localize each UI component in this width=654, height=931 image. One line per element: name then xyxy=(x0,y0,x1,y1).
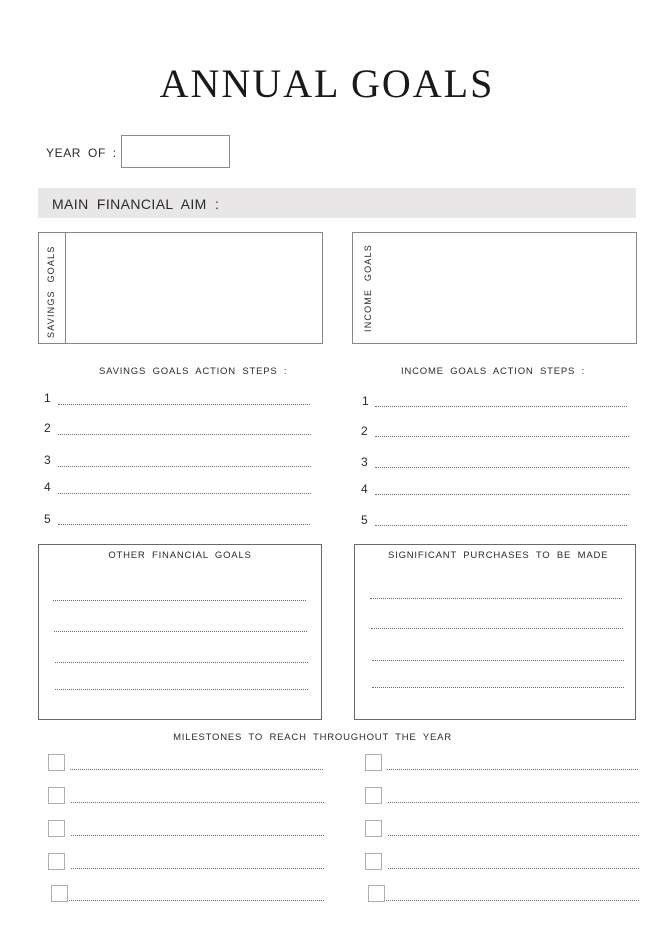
milestone-checkbox[interactable] xyxy=(365,853,382,870)
income-step-line[interactable] xyxy=(375,436,629,437)
milestone-checkbox[interactable] xyxy=(51,885,68,902)
milestone-checkbox[interactable] xyxy=(365,820,382,837)
purchase-line[interactable] xyxy=(372,660,624,661)
milestone-line[interactable] xyxy=(71,802,324,803)
milestone-line[interactable] xyxy=(70,769,323,770)
income-goals-box[interactable] xyxy=(352,232,637,344)
milestone-line[interactable] xyxy=(388,802,639,803)
other-goal-line[interactable] xyxy=(54,631,307,632)
significant-purchases-heading: SIGNIFICANT PURCHASES TO BE MADE xyxy=(388,550,609,561)
savings-goals-divider xyxy=(65,232,66,344)
savings-step-line[interactable] xyxy=(58,493,311,494)
milestone-checkbox[interactable] xyxy=(48,853,65,870)
income-step-line[interactable] xyxy=(375,525,627,526)
income-step-number: 1 xyxy=(362,394,369,408)
year-input-box[interactable] xyxy=(121,135,230,168)
savings-step-line[interactable] xyxy=(58,434,311,435)
significant-purchases-panel xyxy=(354,544,636,720)
savings-step-line[interactable] xyxy=(58,404,310,405)
purchase-line[interactable] xyxy=(372,687,624,688)
savings-steps-heading: SAVINGS GOALS ACTION STEPS : xyxy=(99,366,288,377)
milestone-line[interactable] xyxy=(387,769,638,770)
milestone-line[interactable] xyxy=(386,900,639,901)
milestone-line[interactable] xyxy=(69,900,324,901)
income-steps-heading: INCOME GOALS ACTION STEPS : xyxy=(401,366,586,377)
milestone-checkbox[interactable] xyxy=(48,820,65,837)
milestone-line[interactable] xyxy=(71,868,324,869)
savings-step-number: 3 xyxy=(44,453,51,467)
milestone-checkbox[interactable] xyxy=(48,787,65,804)
other-goal-line[interactable] xyxy=(55,662,308,663)
milestone-checkbox[interactable] xyxy=(48,754,65,771)
income-step-number: 2 xyxy=(361,424,368,438)
savings-step-line[interactable] xyxy=(58,524,310,525)
income-step-line[interactable] xyxy=(375,406,627,407)
savings-step-number: 2 xyxy=(44,421,51,435)
savings-goals-box[interactable] xyxy=(38,232,323,344)
other-financial-goals-heading: OTHER FINANCIAL GOALS xyxy=(108,550,252,561)
milestone-checkbox[interactable] xyxy=(368,885,385,902)
milestones-heading: MILESTONES TO REACH THROUGHOUT THE YEAR xyxy=(173,732,452,743)
milestone-line[interactable] xyxy=(388,868,639,869)
income-step-line[interactable] xyxy=(375,494,629,495)
other-goal-line[interactable] xyxy=(55,689,308,690)
income-step-number: 3 xyxy=(361,455,368,469)
income-goals-label: INCOME GOALS xyxy=(363,244,373,332)
page-title: ANNUAL GOALS xyxy=(159,61,495,106)
savings-step-line[interactable] xyxy=(58,466,311,467)
milestone-line[interactable] xyxy=(388,835,639,836)
milestone-line[interactable] xyxy=(71,835,324,836)
savings-step-number: 4 xyxy=(44,480,51,494)
main-aim-label: MAIN FINANCIAL AIM : xyxy=(52,196,220,212)
savings-goals-label: SAVINGS GOALS xyxy=(46,245,56,338)
income-step-line[interactable] xyxy=(375,467,629,468)
milestone-checkbox[interactable] xyxy=(365,754,382,771)
savings-step-number: 5 xyxy=(44,512,51,526)
other-goal-line[interactable] xyxy=(53,600,306,601)
income-step-number: 4 xyxy=(361,482,368,496)
savings-step-number: 1 xyxy=(44,391,51,405)
income-step-number: 5 xyxy=(361,513,368,527)
other-financial-goals-panel xyxy=(38,544,322,720)
milestone-checkbox[interactable] xyxy=(365,787,382,804)
year-label: YEAR OF : xyxy=(46,146,117,160)
purchase-line[interactable] xyxy=(370,598,622,599)
purchase-line[interactable] xyxy=(371,628,623,629)
